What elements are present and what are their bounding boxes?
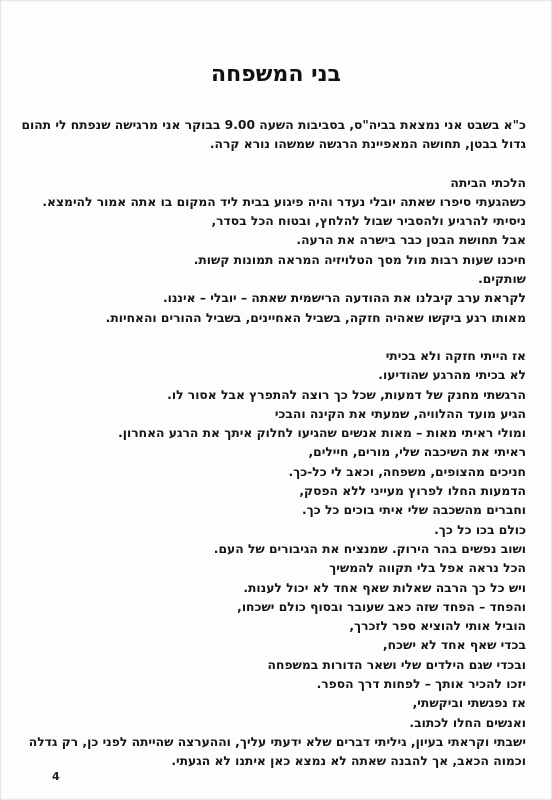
text-line: בכדי שאף אחד לא ישכח, (382, 638, 526, 653)
text-line: שותקים. (478, 272, 526, 287)
text-line: ישבתי וקראתי בעיון, גיליתי דברים שלא ידעתי עליך, וההערצה שהייתה לפני כן, רק גדלה (28, 734, 526, 749)
page-title: בני המשפחה (211, 62, 341, 87)
paragraph-2 (42, 174, 526, 328)
paragraph-3 (28, 347, 526, 772)
text-line: הוביל אותי להוציא ספר לזכרך, (349, 619, 526, 634)
text-line: גדול בבטן, תחושה המאפיינת הרגשה שמשהו נורא קרה. (209, 137, 526, 152)
text-line: לקראת ערב קיבלנו את ההודעה הרישמית שאתה – יובלי – איננו. (162, 291, 526, 306)
text-line: הרגשתי מחנק של דמעות, שכל כך רוצה להתפרץ אבל אסור לו. (167, 387, 526, 402)
text-line: אבל תחושת הבטן כבר בישרה את הרעה. (296, 233, 526, 248)
text-line: הכל נראה אפל בלי תקווה להמשיך (329, 561, 526, 576)
text-line: ואנשים החלו לכתוב. (409, 715, 526, 730)
text-line: אז הייתי חזקה ולא בכיתי (385, 348, 526, 363)
text-line: וחברים מהשכבה שלי איתי בוכים כל כך. (301, 503, 526, 518)
text-line: מאותו רגע ביקשו שאהיה חזקה, בשביל האחיינים, בשביל ההורים והאחיות. (105, 310, 526, 325)
paragraph-1 (21, 116, 526, 155)
text-line: כשהגעתי סיפרו שאתה יובלי נעדר והיה פיגוע בבית ליד המקום בו אתה אמור להימצא. (42, 194, 526, 209)
text-line: הדמעות החלו לפרוץ מעייני ללא הפסק, (299, 484, 526, 499)
text-line: וכמוה הכאב, אך להבנה שאתה לא נמצא כאן איתנו לא הגעתי. (171, 754, 526, 769)
text-line: ניסיתי להרגיע ולהסביר שבול להלחץ, ובטוח הכל בסדר, (211, 214, 526, 229)
page-number: 4 (52, 770, 60, 783)
text-line: ומולי ראיתי מאות – מאות אנשים שהגיעו לחלוק איתך את הרגע האחרון. (118, 426, 526, 441)
text-line: ושוב נפשים בהר הירוק. שמנציח את הגיבורים של העם. (213, 541, 526, 556)
text-line: אז נפגשתי וביקשתי, (412, 696, 526, 711)
text-line: הגיע מועד ההלוויה, שמעתי את הקינה והבכי (274, 406, 526, 421)
document-body (21, 116, 526, 772)
text-line: יזכו להכיר אותך – לפחות דרך הספר. (316, 677, 526, 692)
text-line: חיכנו שעות רבות מול מסך הטלויזיה המראה תמונות קשות. (193, 252, 526, 267)
text-line: ויש כל כך הרבה שאלות שאף אחד לא יכול לענות. (243, 580, 526, 595)
text-line: חניכים מהצופים, משפחה, וכאב לי כל-כך. (288, 464, 526, 479)
text-line: והפחד – הפחד שזה כאב שעובר ובסוף כולם ישכחו, (237, 599, 526, 614)
text-line: לא בכיתי מהרגע שהודיעו. (378, 368, 526, 383)
text-line: ראיתי את השיכבה שלי, מורים, חיילים, (308, 445, 526, 460)
text-line: כ"א בשבט אני נמצאת בביה"ס, בסביבות השעה 9.00 בבוקר אני מרגישה שנפתח לי תהום (21, 118, 526, 132)
text-line: כולם בכו כל כך. (434, 522, 526, 537)
text-line: הלכתי הביתה (450, 175, 526, 190)
text-line: ובכדי שגם הילדים שלי ושאר הדורות במשפחה (267, 657, 526, 672)
